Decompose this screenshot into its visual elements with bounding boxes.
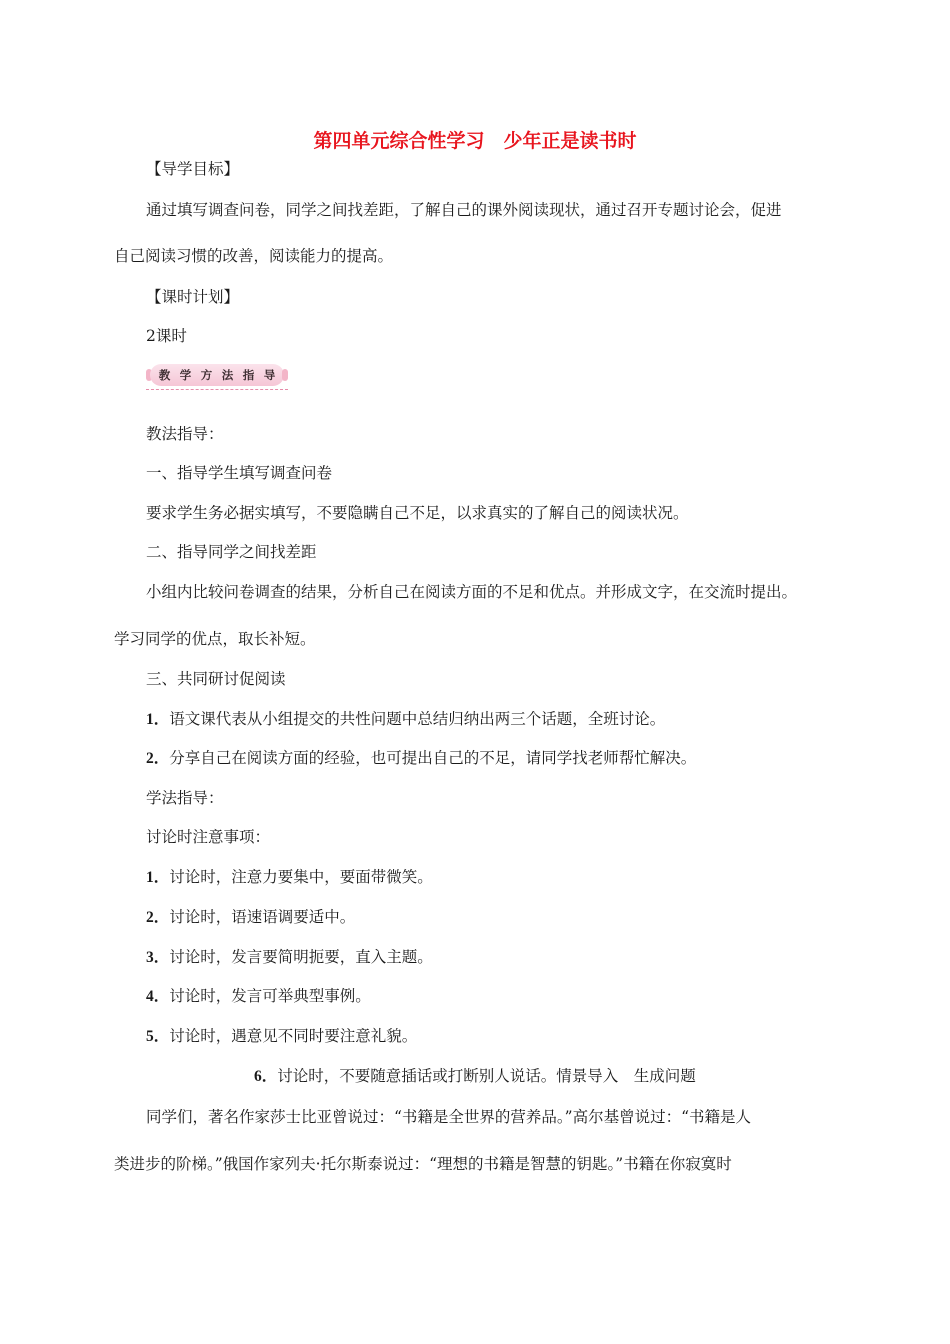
- plan-heading: 【课时计划】: [146, 288, 240, 306]
- step2-text-line-2: 学习同学的优点，取长补短。: [114, 630, 316, 648]
- teaching-method-badge: [146, 362, 288, 392]
- item-text: 讨论时，遇意见不同时要注意礼貌。: [169, 1027, 418, 1045]
- item-text: 讨论时，注意力要集中，要面带微笑。: [169, 868, 433, 886]
- item-number: 4．: [146, 988, 170, 1005]
- goal-text-line-1: 通过填写调查问卷，同学之间找差距，了解自己的课外阅读现状，通过召开专题讨论会，促进: [146, 201, 782, 219]
- step1-title: 一、指导学生填写调查问卷: [146, 464, 333, 482]
- plan-text: 2课时: [146, 327, 187, 345]
- step2-text-line-1: 小组内比较问卷调查的结果，分析自己在阅读方面的不足和优点。并形成文字，在交流时提出。: [146, 583, 798, 601]
- step3-item-2: [146, 747, 696, 769]
- item-text: 分享自己在阅读方面的经验，也可提出自己的不足，请同学找老师帮忙解决。: [169, 749, 697, 767]
- item-text: 讨论时，语速语调要适中。: [169, 908, 356, 926]
- badge-pill: [150, 364, 284, 386]
- item-number: 2．: [146, 909, 170, 926]
- goal-heading: 【导学目标】: [146, 160, 240, 178]
- badge-dashed-underline: [146, 389, 288, 390]
- item-number: 2．: [146, 750, 170, 767]
- item-text: 讨论时，发言可举典型事例。: [169, 987, 371, 1005]
- note-item: [146, 985, 371, 1007]
- item-text: 讨论时，不要随意插话或打断别人说话。情景导入 生成问题: [277, 1067, 696, 1085]
- note-item: [146, 866, 433, 888]
- step1-text: 要求学生务必据实填写，不要隐瞒自己不足，以求真实的了解自己的阅读状况。: [146, 504, 689, 522]
- note-item: [146, 946, 433, 968]
- teach-guide-heading: 教法指导：: [146, 425, 224, 443]
- badge-char: 学: [179, 368, 192, 382]
- note-item: [146, 1025, 417, 1047]
- item-number: 3．: [146, 949, 170, 966]
- badge-right-cap: [282, 369, 288, 381]
- intro-text-line-1: 同学们，著名作家莎士比亚曾说过：“书籍是全世界的营养品。”高尔基曾说过：“书籍是人: [146, 1108, 752, 1126]
- badge-char: 教: [158, 368, 171, 382]
- badge-char: 方: [200, 368, 213, 382]
- item-number: 5．: [146, 1028, 170, 1045]
- step2-title: 二、指导同学之间找差距: [146, 543, 317, 561]
- item-number: 1．: [146, 869, 170, 886]
- item-text: 讨论时，发言要简明扼要，直入主题。: [169, 948, 433, 966]
- item-text: 语文课代表从小组提交的共性问题中总结归纳出两三个话题，全班讨论。: [169, 710, 666, 728]
- item-number: 6．: [254, 1068, 278, 1085]
- badge-char: 导: [263, 368, 276, 382]
- page-title: 第四单元综合性学习 少年正是读书时: [313, 130, 637, 152]
- goal-text-line-2: 自己阅读习惯的改善，阅读能力的提高。: [114, 247, 394, 265]
- note-item: [146, 906, 355, 928]
- step3-title: 三、共同研讨促阅读: [146, 670, 286, 688]
- note-item-6: [254, 1065, 696, 1087]
- badge-char: 法: [221, 368, 234, 382]
- notes-title: 讨论时注意事项：: [146, 828, 271, 846]
- study-guide-heading: 学法指导：: [146, 789, 224, 807]
- intro-text-line-2: 类进步的阶梯。”俄国作家列夫·托尔斯泰说过：“理想的书籍是智慧的钥匙。”书籍在你寂寞时: [114, 1155, 732, 1173]
- badge-char: 指: [242, 368, 255, 382]
- item-number: 1．: [146, 711, 170, 728]
- step3-item-1: [146, 708, 665, 730]
